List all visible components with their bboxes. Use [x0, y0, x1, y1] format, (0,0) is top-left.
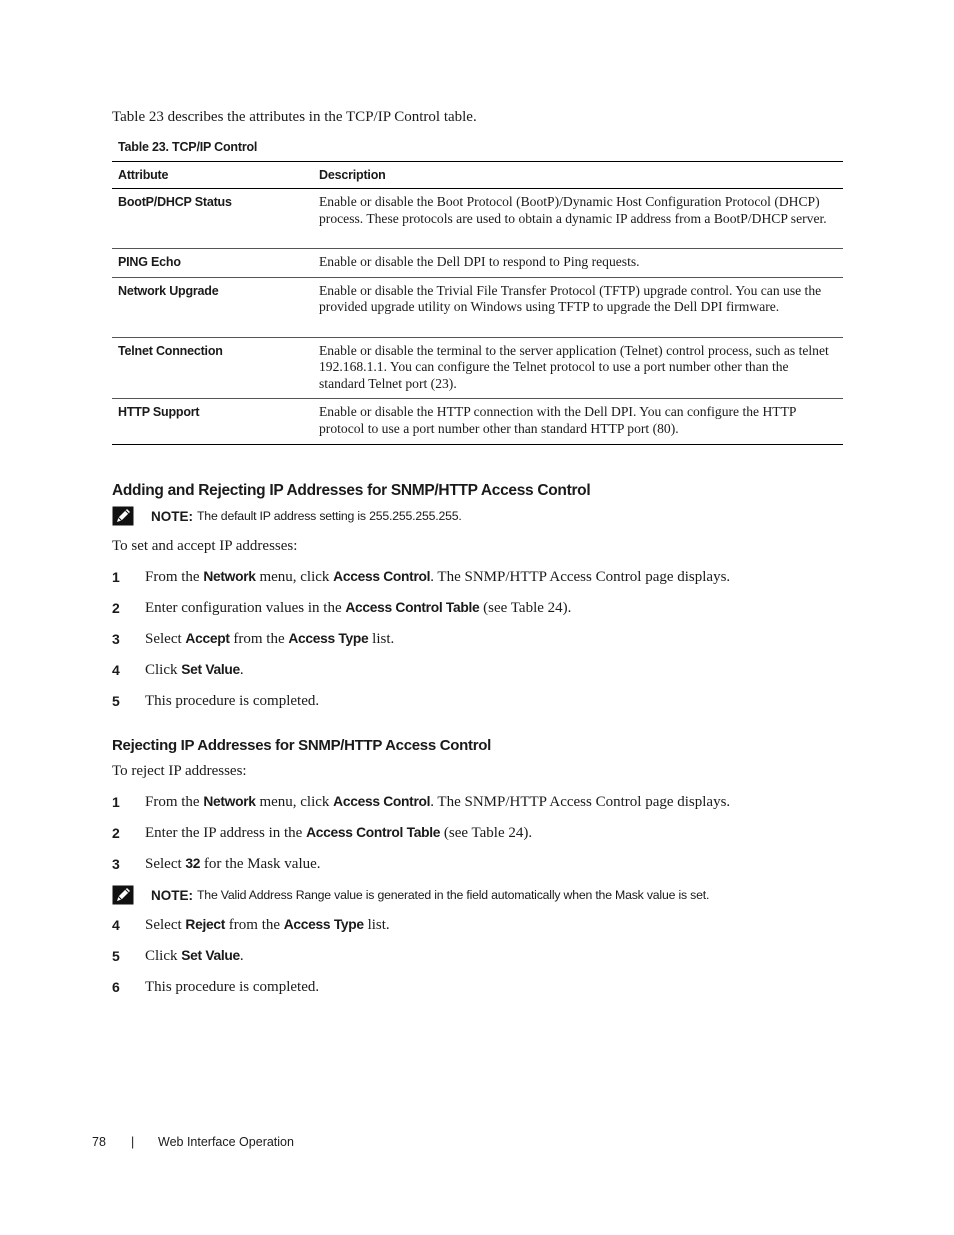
- footer-section-title: Web Interface Operation: [158, 1135, 294, 1149]
- button-name: Set Value: [181, 948, 240, 963]
- note-valid-address-range: [112, 885, 709, 905]
- table-row: [112, 337, 843, 399]
- table-name: Access Control Table: [345, 600, 480, 615]
- step-number: 6: [112, 979, 120, 995]
- table-caption: Table 23. TCP/IP Control: [118, 140, 258, 154]
- row-attribute: Network Upgrade: [118, 283, 219, 298]
- note-label: NOTE:: [151, 508, 193, 524]
- table-row: [112, 189, 843, 249]
- field-name: Access Type: [283, 917, 364, 932]
- table-name: Access Control Table: [306, 825, 441, 840]
- row-attribute: Telnet Connection: [118, 343, 223, 358]
- button-name: Set Value: [181, 662, 240, 677]
- mask-value: 32: [185, 856, 201, 871]
- step-number: 1: [112, 794, 120, 810]
- note-default-ip: [112, 506, 462, 526]
- footer-separator: |: [131, 1135, 135, 1149]
- step-number: 4: [112, 917, 120, 933]
- menu-name: Network: [203, 794, 256, 809]
- menu-item-name: Access Control: [333, 569, 431, 584]
- note-pencil-icon: [112, 885, 134, 905]
- row-attribute: BootP/DHCP Status: [118, 195, 232, 209]
- row-attribute: PING Echo: [118, 255, 181, 269]
- note-pencil-icon: [112, 506, 134, 526]
- lead-reject: To reject IP addresses:: [112, 763, 247, 779]
- step-number: 2: [112, 600, 120, 616]
- note-text: The default IP address setting is 255.255.255.255.: [197, 509, 462, 523]
- section-heading-adding-rejecting: Adding and Rejecting IP Addresses for SNMP/HTTP Access Control: [112, 482, 591, 499]
- intro-text: Table 23 describes the attributes in the TCP/IP Control table.: [112, 109, 477, 125]
- option-name: Accept: [185, 631, 230, 646]
- row-description: Enable or disable the HTTP connection with the Dell DPI. You can configure the HTTP protocol to use a port number other than standard HTTP port (80).: [319, 404, 796, 436]
- step-number: 3: [112, 856, 120, 872]
- menu-item-name: Access Control: [333, 794, 431, 809]
- header-attribute: Attribute: [118, 168, 169, 182]
- table-row: [112, 277, 843, 337]
- step-number: 4: [112, 662, 120, 678]
- step-number: 5: [112, 948, 120, 964]
- section-heading-rejecting: Rejecting IP Addresses for SNMP/HTTP Access Control: [112, 737, 491, 754]
- note-label: NOTE:: [151, 887, 193, 903]
- row-description: Enable or disable the terminal to the server application (Telnet) control process, such as telnet 192.168.1.1. You can configure the Telnet protocol to use a port number other than the standard Telnet port (23).: [319, 342, 829, 391]
- menu-name: Network: [203, 569, 256, 584]
- step-number: 1: [112, 569, 120, 585]
- tcp-ip-control-table: [112, 161, 843, 445]
- step-number: 2: [112, 825, 120, 841]
- page-number: 78: [92, 1135, 106, 1149]
- row-attribute: HTTP Support: [118, 405, 200, 420]
- row-description: Enable or disable the Boot Protocol (BootP)/Dynamic Host Configuration Protocol (DHCP) process. These protocols are used to obtain a dynamic IP address from a BootP/DHCP server.: [319, 194, 827, 226]
- field-name: Access Type: [288, 631, 369, 646]
- lead-accept: To set and accept IP addresses:: [112, 538, 298, 554]
- table-row: [112, 399, 843, 444]
- note-text: The Valid Address Range value is generated in the field automatically when the Mask value is set.: [197, 888, 710, 902]
- table-header-row: [112, 162, 843, 189]
- row-description: Enable or disable the Trivial File Transfer Protocol (TFTP) upgrade control. You can use the provided upgrade utility on Windows using TFTP to upgrade the Dell DPI firmware.: [319, 282, 822, 315]
- table-row: [112, 249, 843, 278]
- option-name: Reject: [185, 917, 226, 932]
- step-number: 3: [112, 631, 120, 647]
- row-description: Enable or disable the Dell DPI to respond to Ping requests.: [319, 254, 640, 269]
- header-description: Description: [319, 168, 386, 182]
- step-number: 5: [112, 693, 120, 709]
